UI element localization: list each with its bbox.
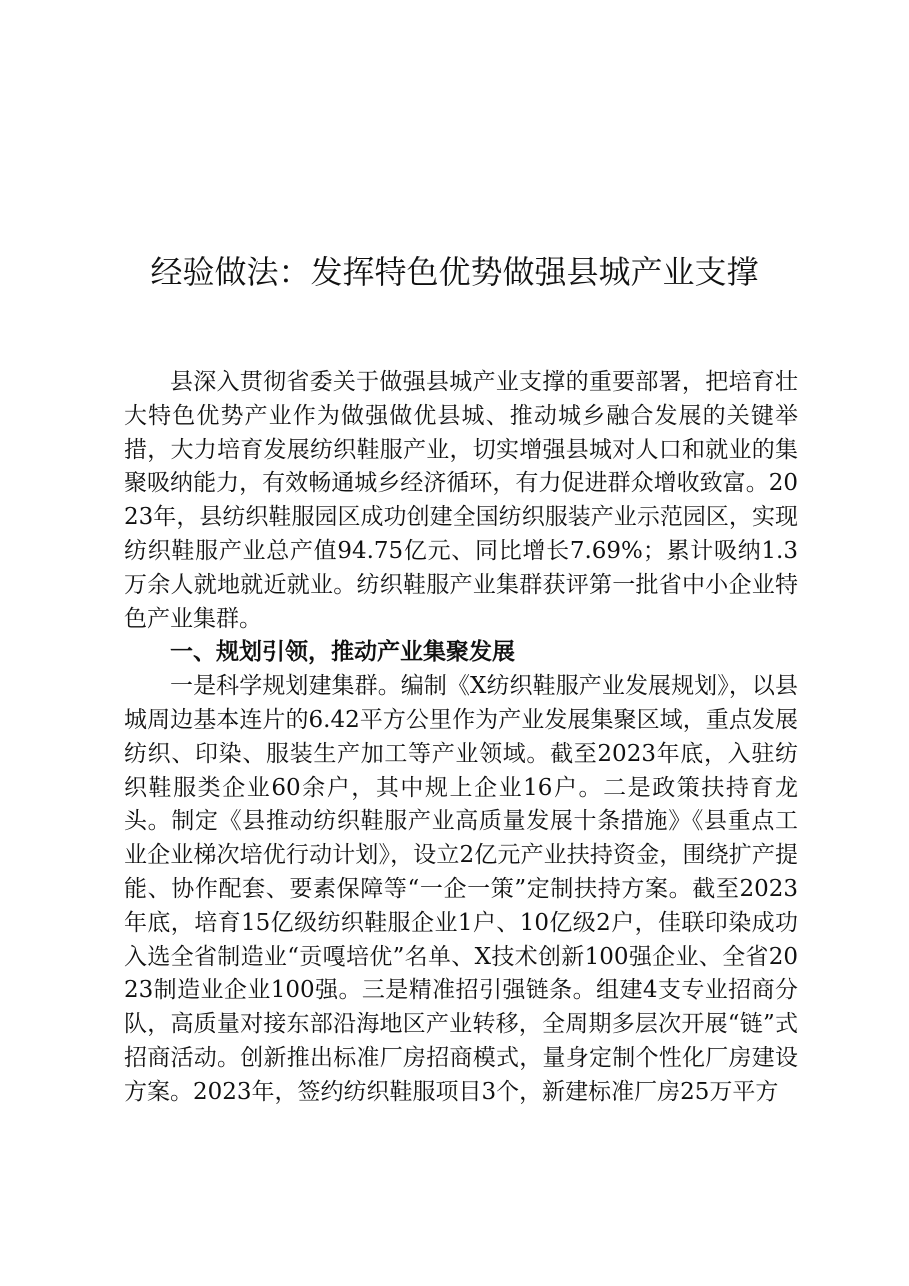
document-title: 经验做法：发挥特色优势做强县城产业支撑 — [150, 253, 759, 291]
intro-paragraph: 县深入贯彻省委关于做强县城产业支撑的重要部署，把培育壮大特色优势产业作为做强做优县城、推动城乡融合发展的关键举措，大力培育发展纺织鞋服产业，切实增强县城对人口和就业的集聚吸纳能力，有效畅通城乡经济循环，有力促进群众增收致富。2023年，县纺织鞋服园区成功创建全国纺织服装产业示范园区，实现纺织鞋服产业总产值94.75亿元、同比增长7.69%；累计吸纳1.3万余人就地就近就业。纺织鞋服产业集群获评第一批省中小企业特色产业集群。 — [124, 369, 798, 632]
section-paragraph: 一是科学规划建集群。编制《X纺织鞋服产业发展规划》，以县城周边基本连片的6.42平方公里作为产业发展集聚区域，重点发展纺织、印染、服装生产加工等产业领域。截至2023年底，入驻纺织鞋服类企业60余户，其中规上企业16户。二是政策扶持育龙头。制定《县推动纺织鞋服产业高质量发展十条措施》《县重点工业企业梯次培优行动计划》，设立2亿元产业扶持资金，围绕扩产提能、协作配套、要素保障等“一企一策”定制扶持方案。截至2023年底，培育15亿级纺织鞋服企业1户、10亿级2户，佳联印染成功入选全省制造业“贡嘎培优”名单、X技术创新100强企业、全省2023制造业企业100强。三是精准招引强链条。组建4支专业招商分队，高质量对接东部沿海地区产业转移，全周期多层次开展“链”式招商活动。创新推出标准厂房招商模式，量身定制个性化厂房建设方案。2023年，签约纺织鞋服项目3个，新建标准厂房25万平方 — [124, 673, 798, 1105]
section-heading: 一、规划引领，推动产业集聚发展 — [170, 639, 515, 666]
document-body — [124, 366, 798, 1110]
